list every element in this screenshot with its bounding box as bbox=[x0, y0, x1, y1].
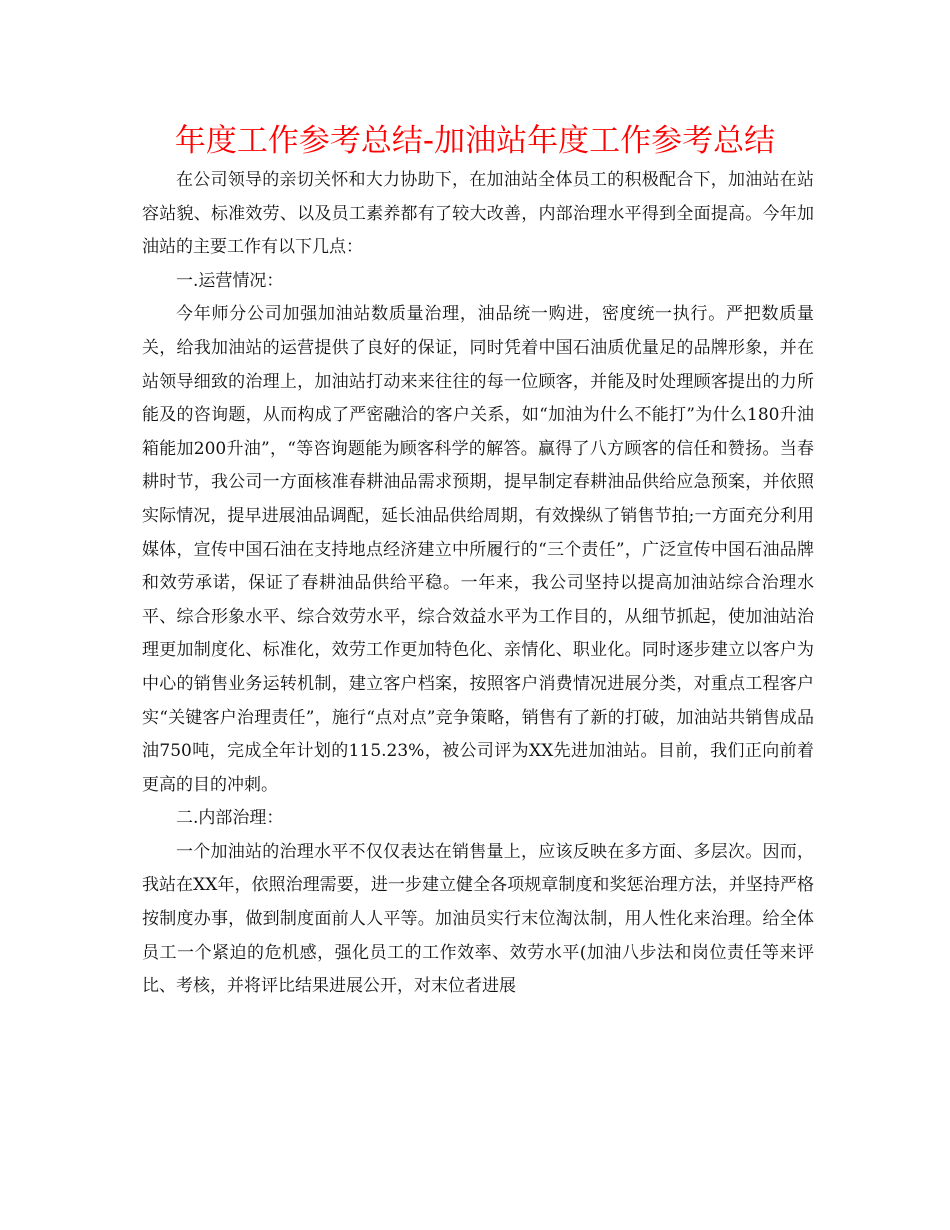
operations-paragraph: 今年师分公司加强加油站数质量治理，油品统一购进，密度统一执行。严把数质量关，给我加油站的运营提供了良好的保证，同时凭着中国石油质优量足的品牌形象，并在站领导细致的治理上，加油站打动来来往往的每一位顾客，并能及时处理顾客提出的力所能及的咨询题，从而构成了严密融洽的客户关系，如“加油为什么不能打”为什么180升油箱能加200升油”，“等咨询题能为顾客科学的解答。赢得了八方顾客的信任和赞扬。当春耕时节，我公司一方面核准春耕油品需求预期，提早制定春耕油品供给应急预案，并依照实际情况，提早进展油品调配，延长油品供给周期，有效操纵了销售节拍;一方面充分利用媒体，宣传中国石油在支持地点经济建立中所履行的“三个责任”，广泛宣传中国石油品牌和效劳承诺，保证了春耕油品供给平稳。一年来，我公司坚持以提高加油站综合治理水平、综合形象水平、综合效劳水平，综合效益水平为工作目的，从细节抓起，使加油站治理更加制度化、标准化，效劳工作更加特色化、亲情化、职业化。同时逐步建立以客户为中心的销售业务运转机制，建立客户档案，按照客户消费情况进展分类，对重点工程客户实“关键客户治理责任”，施行“点对点”竞争策略，销售有了新的打破，加油站共销售成品油750吨，完成全年计划的115.23%，被公司评为XX先进加油站。目前，我们正向前着更高的目的冲刺。 bbox=[142, 304, 814, 795]
intro-paragraph: 在公司领导的亲切关怀和大力协助下，在加油站全体员工的积极配合下，加油站在站容站貌、标准效劳、以及员工素养都有了较大改善，内部治理水平得到全面提高。今年加油站的主要工作有以下几点： bbox=[142, 170, 814, 258]
document-body bbox=[142, 164, 814, 1004]
section-heading-operations: 一.运营情况： bbox=[176, 270, 284, 291]
document-title: 年度工作参考总结-加油站年度工作参考总结 bbox=[174, 123, 776, 159]
internal-management-paragraph: 一个加油站的治理水平不仅仅表达在销售量上，应该反映在多方面、多层次。因而，我站在XX年，依照治理需要，进一步建立健全各项规章制度和奖惩治理方法，并坚持严格按制度办事，做到制度面前人人平等。加油员实行末位淘汰制，用人性化来治理。给全体员工一个紧迫的危机感，强化员工的工作效率、效劳水平(加油八步法和岗位责任等来评比、考核，并将评比结果进展公开，对末位者进展 bbox=[142, 841, 814, 997]
section-heading-internal-management: 二.内部治理： bbox=[176, 808, 284, 829]
